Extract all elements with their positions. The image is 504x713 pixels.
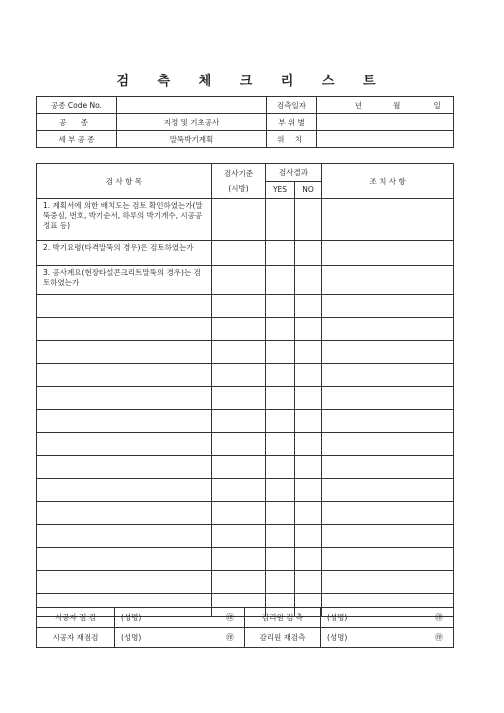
std-cell[interactable] <box>212 318 266 341</box>
row2-left-sig: (성명) <box>121 633 142 642</box>
action-cell[interactable] <box>322 571 454 594</box>
info-table <box>36 96 454 148</box>
std-cell[interactable] <box>212 433 266 456</box>
action-cell[interactable] <box>322 387 454 410</box>
yes-cell[interactable] <box>266 295 295 318</box>
no-cell[interactable] <box>295 433 322 456</box>
item-cell[interactable] <box>37 548 212 571</box>
std-cell[interactable] <box>212 341 266 364</box>
seal-icon: ㊞ <box>226 633 234 642</box>
no-cell[interactable] <box>295 364 322 387</box>
col-no-header: NO <box>295 181 322 199</box>
action-cell[interactable] <box>322 318 454 341</box>
code-value[interactable] <box>117 97 267 114</box>
yes-cell[interactable] <box>266 199 295 241</box>
row1-right-label: 감리원 검 측 <box>245 608 321 628</box>
std-cell[interactable] <box>212 266 266 295</box>
std-cell[interactable] <box>212 456 266 479</box>
table-row <box>37 456 454 479</box>
row1-right-sig: (성명) <box>327 613 348 622</box>
item-cell[interactable] <box>37 387 212 410</box>
location-value[interactable] <box>317 131 454 148</box>
item-cell[interactable] <box>37 525 212 548</box>
no-cell[interactable] <box>295 525 322 548</box>
date-value[interactable] <box>317 97 454 114</box>
no-cell[interactable] <box>295 410 322 433</box>
action-cell[interactable] <box>322 525 454 548</box>
table-row <box>37 548 454 571</box>
row2-left-signature[interactable] <box>115 628 245 648</box>
item-cell[interactable] <box>37 318 212 341</box>
no-cell[interactable] <box>295 456 322 479</box>
item-cell[interactable] <box>37 456 212 479</box>
action-cell[interactable] <box>322 433 454 456</box>
table-row <box>37 387 454 410</box>
no-cell[interactable] <box>295 571 322 594</box>
seal-icon: ㊞ <box>435 613 443 622</box>
col-result-header: 검사결과 <box>266 164 322 182</box>
row1-right-signature[interactable] <box>321 608 454 628</box>
yes-cell[interactable] <box>266 433 295 456</box>
table-row <box>37 241 454 266</box>
date-day: 일 <box>433 100 441 110</box>
kongjong-value[interactable]: 지정 및 기초공사 <box>117 114 267 131</box>
kongjong-label: 공 종 <box>37 114 117 131</box>
action-cell[interactable] <box>322 548 454 571</box>
row1-left-label: 시공자 점 검 <box>37 608 115 628</box>
no-cell[interactable] <box>295 241 322 266</box>
signature-table <box>36 607 454 648</box>
check-table <box>36 163 454 617</box>
action-cell[interactable] <box>322 364 454 387</box>
item-cell[interactable] <box>37 502 212 525</box>
item-cell[interactable] <box>37 410 212 433</box>
item-cell[interactable] <box>37 479 212 502</box>
action-cell[interactable] <box>322 266 454 295</box>
yes-cell[interactable] <box>266 571 295 594</box>
no-cell[interactable] <box>295 548 322 571</box>
table-row <box>37 199 454 241</box>
no-cell[interactable] <box>295 199 322 241</box>
table-row <box>37 410 454 433</box>
yes-cell[interactable] <box>266 479 295 502</box>
action-cell[interactable] <box>322 241 454 266</box>
yes-cell[interactable] <box>266 410 295 433</box>
col-std-line2: (시방) <box>228 184 249 193</box>
part-label: 부 위 별 <box>267 114 317 131</box>
action-cell[interactable] <box>322 295 454 318</box>
row1-left-sig: (성명) <box>121 613 142 622</box>
no-cell[interactable] <box>295 295 322 318</box>
row2-right-signature[interactable] <box>321 628 454 648</box>
item-cell[interactable] <box>37 571 212 594</box>
std-cell[interactable] <box>212 295 266 318</box>
action-cell[interactable] <box>322 456 454 479</box>
seal-icon: ㊞ <box>435 633 443 642</box>
yes-cell[interactable] <box>266 502 295 525</box>
seal-icon: ㊞ <box>226 613 234 622</box>
document-title: 검 측 체 크 리 스 트 <box>116 74 388 89</box>
action-cell[interactable] <box>322 341 454 364</box>
col-std-line1: 검사기준 <box>224 169 253 178</box>
code-label: 공종 Code No. <box>37 97 117 114</box>
no-cell[interactable] <box>295 387 322 410</box>
item-cell[interactable] <box>37 341 212 364</box>
yes-cell[interactable] <box>266 525 295 548</box>
no-cell[interactable] <box>295 479 322 502</box>
std-cell[interactable] <box>212 199 266 241</box>
std-cell[interactable] <box>212 410 266 433</box>
action-cell[interactable] <box>322 479 454 502</box>
check-item-1: 1. 계획서에 의한 배치도는 검토 확인하였는가(말뚝중심, 번호, 박기순서, 하루의 박기개수, 시공공정표 등) <box>37 199 212 241</box>
part-value[interactable] <box>317 114 454 131</box>
check-item-3: 3. 공사계요(현장타설콘크리트말뚝의 경우)는 검토하였는가 <box>37 266 212 295</box>
item-cell[interactable] <box>37 364 212 387</box>
date-year: 년 <box>354 100 362 110</box>
yes-cell[interactable] <box>266 241 295 266</box>
date-month: 월 <box>393 100 401 110</box>
col-std-header <box>212 164 266 199</box>
std-cell[interactable] <box>212 525 266 548</box>
row2-right-sig: (성명) <box>327 633 348 642</box>
no-cell[interactable] <box>295 266 322 295</box>
table-row <box>37 295 454 318</box>
table-row <box>37 525 454 548</box>
table-row <box>37 502 454 525</box>
yes-cell[interactable] <box>266 341 295 364</box>
item-cell[interactable] <box>37 295 212 318</box>
std-cell[interactable] <box>212 364 266 387</box>
std-cell[interactable] <box>212 502 266 525</box>
table-row <box>37 341 454 364</box>
row2-right-label: 감리원 재검측 <box>245 628 321 648</box>
detail-value[interactable]: 말뚝박기계획 <box>117 131 267 148</box>
no-cell[interactable] <box>295 318 322 341</box>
col-item-header: 검 사 항 목 <box>37 164 212 199</box>
action-cell[interactable] <box>322 502 454 525</box>
row2-left-label: 시공자 재점검 <box>37 628 115 648</box>
row1-left-signature[interactable] <box>115 608 245 628</box>
item-cell[interactable] <box>37 433 212 456</box>
yes-cell[interactable] <box>266 318 295 341</box>
table-row <box>37 479 454 502</box>
std-cell[interactable] <box>212 387 266 410</box>
yes-cell[interactable] <box>266 364 295 387</box>
std-cell[interactable] <box>212 241 266 266</box>
table-row <box>37 433 454 456</box>
yes-cell[interactable] <box>266 387 295 410</box>
detail-label: 세 부 공 종 <box>37 131 117 148</box>
location-label: 위 치 <box>267 131 317 148</box>
table-row <box>37 318 454 341</box>
std-cell[interactable] <box>212 479 266 502</box>
table-row <box>37 364 454 387</box>
date-label: 검측일자 <box>267 97 317 114</box>
no-cell[interactable] <box>295 341 322 364</box>
col-yes-header: YES <box>266 181 295 199</box>
yes-cell[interactable] <box>266 456 295 479</box>
table-row <box>37 266 454 295</box>
action-cell[interactable] <box>322 199 454 241</box>
col-action-header: 조 치 사 항 <box>322 164 454 199</box>
no-cell[interactable] <box>295 502 322 525</box>
table-row <box>37 571 454 594</box>
action-cell[interactable] <box>322 410 454 433</box>
std-cell[interactable] <box>212 571 266 594</box>
yes-cell[interactable] <box>266 548 295 571</box>
check-item-2: 2. 박기요령(타격말뚝의 경우)은 검토하였는가 <box>37 241 212 266</box>
yes-cell[interactable] <box>266 266 295 295</box>
std-cell[interactable] <box>212 548 266 571</box>
